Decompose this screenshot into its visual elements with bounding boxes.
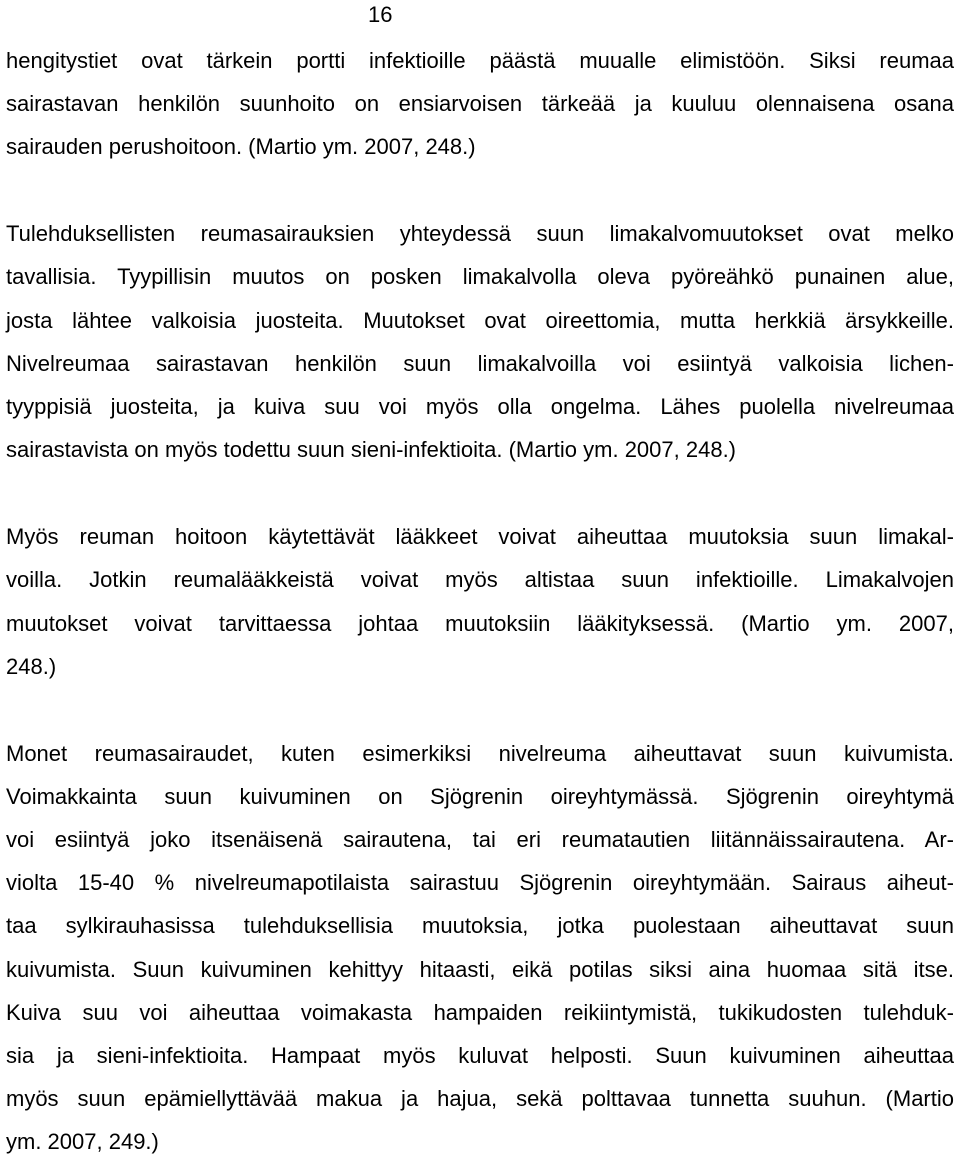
paragraph-3-line-3: muutokset voivat tarvittaessa johtaa muutoksiin lääkityksessä. (Martio ym. 2007, — [6, 611, 954, 636]
paragraph-2-line-5: tyyppisiä juosteita, ja kuiva suu voi myös olla ongelma. Lähes puolella nivelreumaa — [6, 394, 954, 419]
paragraph-2-line-6: sairastavista on myös todettu suun sieni-infektioita. (Martio ym. 2007, 248.) — [6, 437, 737, 462]
paragraph-4-line-10: ym. 2007, 249.) — [6, 1129, 159, 1154]
paragraph-3-line-2: voilla. Jotkin reumalääkkeistä voivat myös altistaa suun infektioille. Limakalvojen — [6, 567, 954, 592]
paragraph-2-line-2: tavallisia. Tyypillisin muutos on posken limakalvolla oleva pyöreähkö punainen alue, — [6, 264, 954, 289]
paragraph-3-line-1: Myös reuman hoitoon käytettävät lääkkeet voivat aiheuttaa muutoksia suun limakal- — [6, 524, 954, 549]
paragraph-1-line-3: sairauden perushoitoon. (Martio ym. 2007, 248.) — [6, 134, 476, 159]
paragraph-1-line-1: hengitystiet ovat tärkein portti infektioille päästä muualle elimistöön. Siksi reumaa — [6, 48, 954, 73]
paragraph-4-line-9: myös suun epämiellyttävää makua ja hajua, sekä polttavaa tunnetta suuhun. (Martio — [6, 1086, 954, 1111]
paragraph-4-line-4: violta 15-40 % nivelreumapotilaista sairastuu Sjögrenin oireyhtymään. Sairaus aiheut- — [6, 870, 954, 895]
paragraph-4-line-2: Voimakkainta suun kuivuminen on Sjögrenin oireyhtymässä. Sjögrenin oireyhtymä — [6, 784, 954, 809]
paragraph-2-line-3: josta lähtee valkoisia juosteita. Muutokset ovat oireettomia, mutta herkkiä ärsykkeille. — [6, 308, 954, 333]
paragraph-4-line-6: kuivumista. Suun kuivuminen kehittyy hitaasti, eikä potilas siksi aina huomaa sitä itse. — [6, 957, 954, 982]
paragraph-4-line-5: taa sylkirauhasissa tulehduksellisia muutoksia, jotka puolestaan aiheuttavat suun — [6, 913, 954, 938]
paragraph-4-line-1: Monet reumasairaudet, kuten esimerkiksi nivelreuma aiheuttavat suun kuivumista. — [6, 741, 954, 766]
paragraph-4-line-7: Kuiva suu voi aiheuttaa voimakasta hampaiden reikiintymistä, tukikudosten tulehduk- — [6, 1000, 954, 1025]
paragraph-4-line-8: sia ja sieni-infektioita. Hampaat myös kuluvat helposti. Suun kuivuminen aiheuttaa — [6, 1043, 954, 1068]
paragraph-4-line-3: voi esiintyä joko itsenäisenä sairautena, tai eri reumatautien liitännäissairautena. Ar- — [6, 827, 954, 852]
paragraph-3-line-4: 248.) — [6, 654, 57, 679]
paragraph-1-line-2: sairastavan henkilön suunhoito on ensiarvoisen tärkeää ja kuuluu olennaisena osana — [6, 91, 954, 116]
paragraph-2-line-4: Nivelreumaa sairastavan henkilön suun limakalvoilla voi esiintyä valkoisia lichen- — [6, 351, 954, 376]
paragraph-2-line-1: Tulehduksellisten reumasairauksien yhteydessä suun limakalvomuutokset ovat melko — [6, 221, 954, 246]
page-number: 16 — [368, 2, 393, 27]
